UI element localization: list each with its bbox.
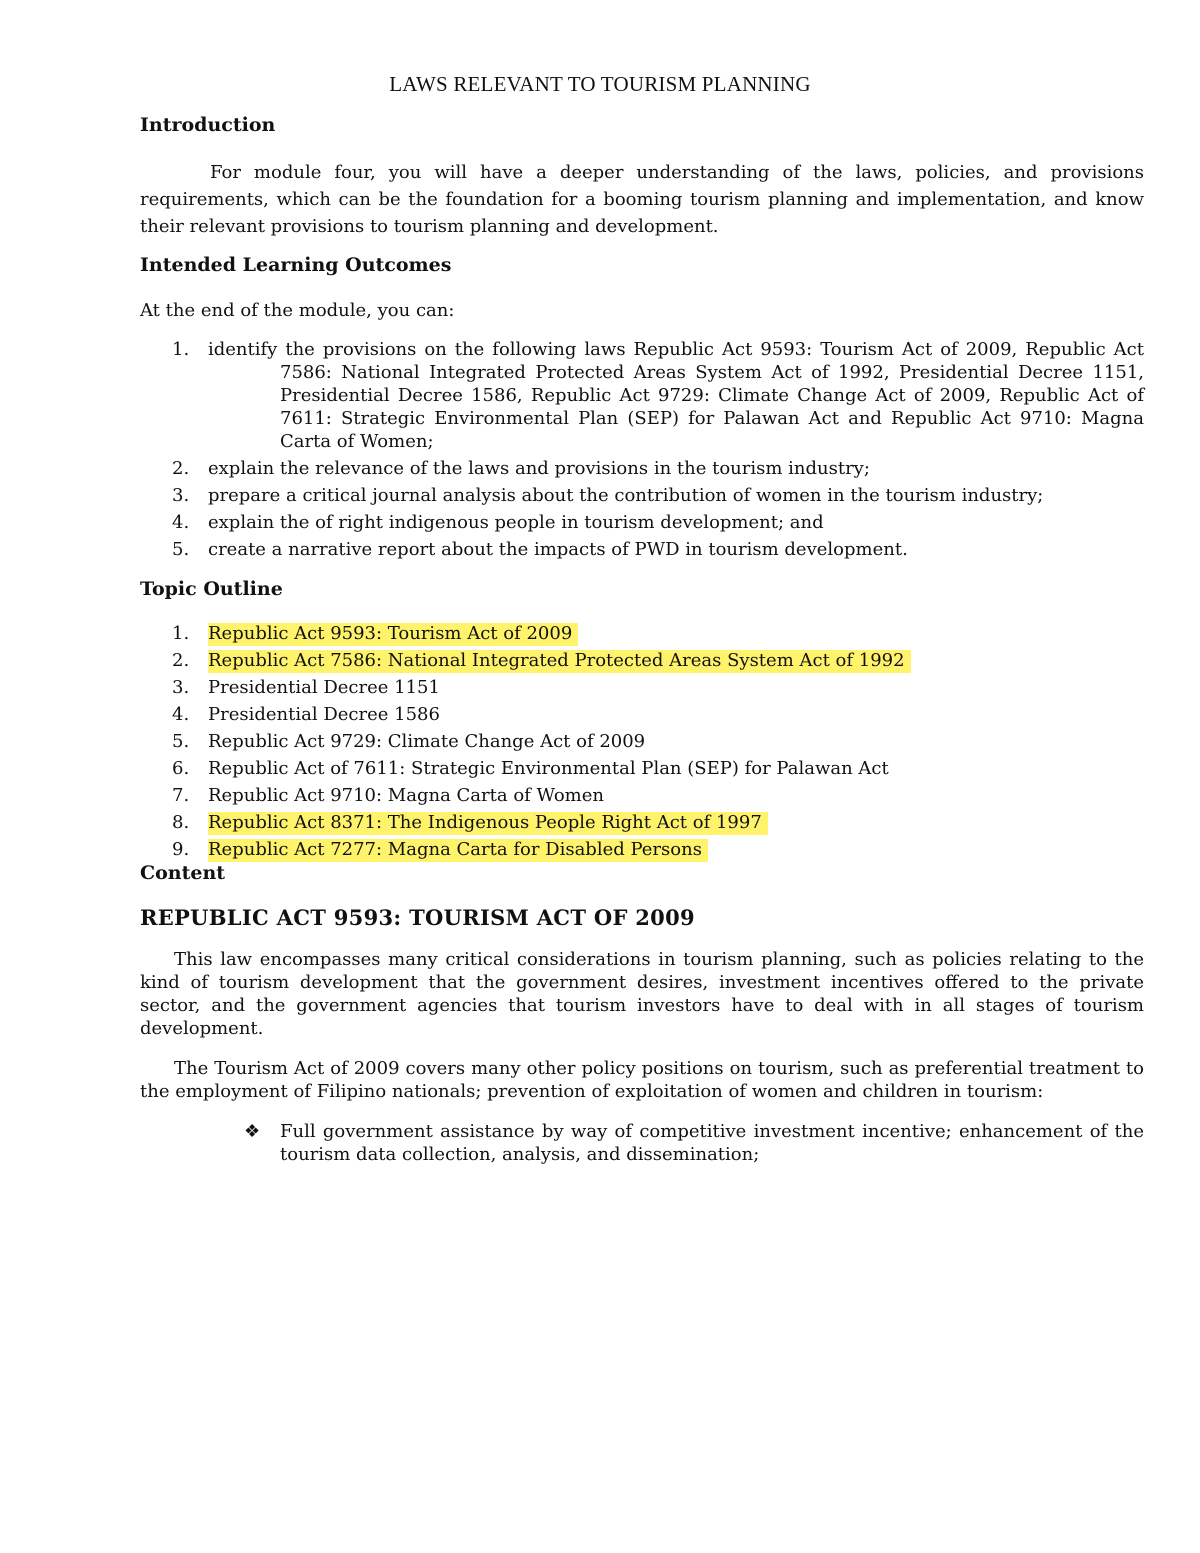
content-heading: Content [140, 862, 226, 884]
list-item [140, 457, 1144, 480]
highlighted-topic-text: Republic Act 9593: Tourism Act of 2009 [208, 623, 578, 646]
list-number: 4. [172, 512, 190, 533]
introduction-paragraph: For module four, you will have a deeper understanding of the laws, policies, and provisions requirements, which can be the foundation for a booming tourism planning and implementation, and know their relevant provisions to tourism planning and development. [140, 162, 1144, 237]
topic-outline-heading: Topic Outline [140, 578, 283, 600]
list-number: 8. [172, 812, 190, 833]
list-item-text: explain the of right indigenous people in tourism development; and [208, 512, 824, 533]
list-number: 3. [172, 485, 190, 506]
content-paragraph: This law encompasses many critical considerations in tourism planning, such as policies relating to the kind of tourism development that the government desires, investment incentives offered to the private sector, and the government agencies that tourism investors have to deal with in all stages of tourism development. [140, 949, 1144, 1039]
list-item-text: create a narrative report about the impacts of PWD in tourism development. [208, 539, 908, 560]
list-item-text: explain the relevance of the laws and provisions in the tourism industry; [208, 458, 870, 479]
list-number: 2. [172, 650, 190, 671]
list-number: 1. [172, 339, 190, 360]
list-item [140, 784, 1144, 807]
learning-outcomes-list [140, 338, 1144, 565]
list-item [140, 811, 1144, 834]
list-number: 7. [172, 785, 190, 806]
list-number: 2. [172, 458, 190, 479]
list-item [140, 730, 1144, 753]
content-paragraph: The Tourism Act of 2009 covers many other policy positions on tourism, such as preferential treatment to the employment of Filipino nationals; prevention of exploitation of women and children in tourism: [140, 1058, 1144, 1102]
bullet-text: Full government assistance by way of competitive investment incentive; enhancement of the tourism data collection, analysis, and dissemination; [280, 1121, 1144, 1165]
list-number: 6. [172, 758, 190, 779]
highlighted-topic-text: Republic Act 7277: Magna Carta for Disabled Persons [208, 839, 708, 862]
list-item [140, 838, 1144, 861]
list-number: 3. [172, 677, 190, 698]
topic-text: Presidential Decree 1586 [208, 704, 440, 725]
topic-text: Republic Act 9729: Climate Change Act of 2009 [208, 731, 646, 752]
bullet-list-item [244, 1120, 1144, 1166]
list-item [140, 538, 1144, 561]
topic-text: Republic Act 9710: Magna Carta of Women [208, 785, 604, 806]
list-item-text: identify the provisions on the following laws Republic Act 9593: Tourism Act of 2009, Republic Act 7586: National Integrated Protected Areas System Act of 1992, Presidential Decree 1151, Presidential Decree 1586, Republic Act 9729: Climate Change Act of 2009, Republic Act of 7611: Strategic Environmental Plan (SEP) for Palawan Act and Republic Act 9710: Magna Carta of Women; [208, 339, 1144, 452]
learning-outcomes-heading: Intended Learning Outcomes [140, 254, 452, 276]
highlighted-topic-text: Republic Act 8371: The Indigenous People Right Act of 1997 [208, 812, 768, 835]
list-number: 5. [172, 731, 190, 752]
topic-text: Republic Act of 7611: Strategic Environmental Plan (SEP) for Palawan Act [208, 758, 889, 779]
highlighted-topic-text: Republic Act 7586: National Integrated Protected Areas System Act of 1992 [208, 650, 911, 673]
section-title: REPUBLIC ACT 9593: TOURISM ACT OF 2009 [140, 905, 695, 930]
list-item [140, 511, 1144, 534]
topic-text: Presidential Decree 1151 [208, 677, 440, 698]
introduction-heading: Introduction [140, 114, 276, 136]
list-item-text: prepare a critical journal analysis about the contribution of women in the tourism industry; [208, 485, 1044, 506]
topic-outline-list [140, 622, 1144, 865]
list-item [140, 338, 1144, 453]
list-item [140, 676, 1144, 699]
list-item [140, 484, 1144, 507]
list-number: 9. [172, 839, 190, 860]
list-item [140, 649, 1144, 672]
diamond-star-bullet-icon: ❖ [244, 1121, 261, 1142]
list-number: 5. [172, 539, 190, 560]
list-number: 4. [172, 704, 190, 725]
list-item [140, 757, 1144, 780]
document-title: LAWS RELEVANT TO TOURISM PLANNING [389, 72, 811, 96]
learning-outcomes-lead: At the end of the module, you can: [140, 300, 455, 321]
list-number: 1. [172, 623, 190, 644]
list-item [140, 622, 1144, 645]
list-item [140, 703, 1144, 726]
